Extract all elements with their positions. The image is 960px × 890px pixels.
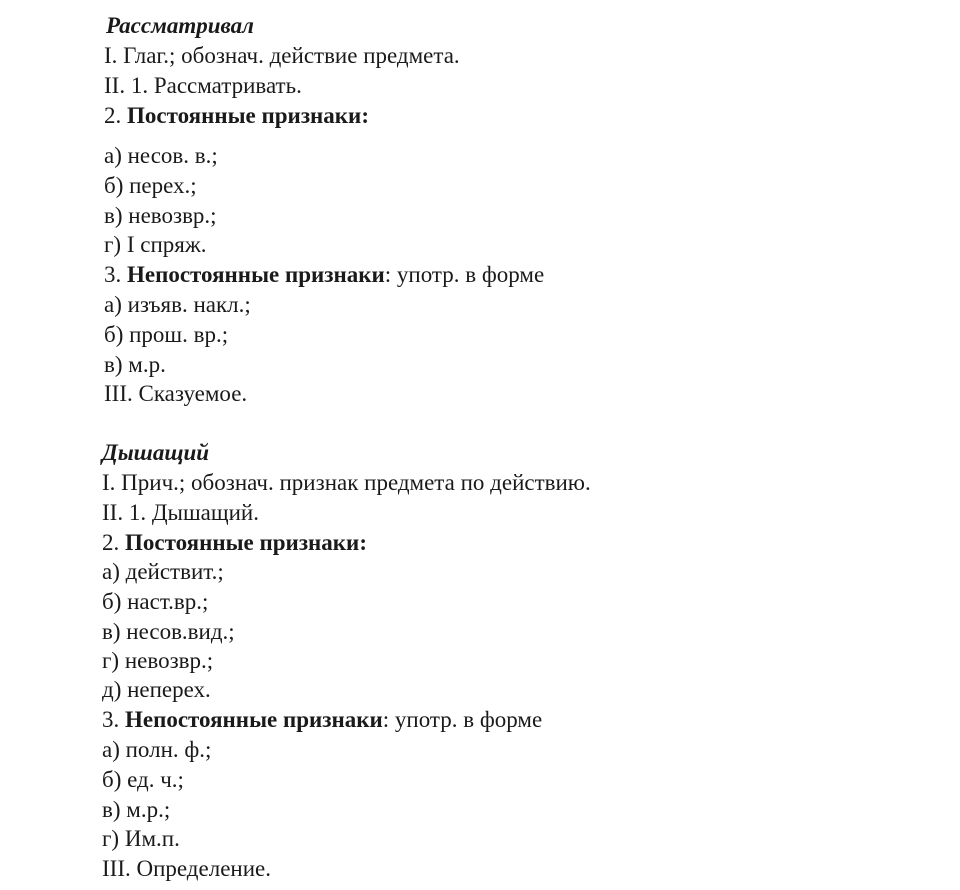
- text-line: а) полн. ф.;: [102, 737, 212, 762]
- text-line: г) невозвр.;: [102, 648, 214, 673]
- text-line: а) изъяв. накл.;: [104, 292, 251, 317]
- text-line: в) м.р.;: [102, 797, 171, 822]
- text-line: б) прош. вр.;: [104, 322, 229, 347]
- text-line: [102, 705, 542, 735]
- item-number: 3.: [104, 262, 127, 287]
- text-line: [104, 260, 544, 290]
- text-line: г) I спряж.: [104, 232, 207, 257]
- text-line: I. Прич.; обознач. признак предмета по действию.: [102, 470, 591, 495]
- section-title: Рассматривал: [106, 13, 254, 38]
- text-line: III. Сказуемое.: [104, 381, 248, 406]
- bold-label: Непостоянные признаки: [127, 262, 385, 287]
- text-line: III. Определение.: [102, 856, 271, 881]
- item-number: 2.: [104, 103, 127, 128]
- bold-label: Непостоянные признаки: [125, 707, 383, 732]
- text-line: б) ед. ч.;: [102, 767, 184, 792]
- section-title: Дышащий: [102, 440, 210, 465]
- item-number: 2.: [102, 530, 125, 555]
- bold-label: Постоянные признаки:: [127, 103, 369, 128]
- text-line: I. Глаг.; обознач. действие предмета.: [104, 43, 460, 68]
- text-line: в) м.р.: [104, 352, 166, 377]
- text-line: в) несов.вид.;: [102, 619, 235, 644]
- item-number: 3.: [102, 707, 125, 732]
- text-line: II. 1. Рассматривать.: [104, 73, 302, 98]
- text-line: [102, 528, 367, 558]
- text-line: [104, 101, 369, 131]
- text-line: а) действит.;: [102, 559, 224, 584]
- text-line: б) перех.;: [104, 173, 197, 198]
- text-line: б) наст.вр.;: [102, 589, 209, 614]
- text-line: II. 1. Дышащий.: [102, 500, 259, 525]
- line-rest: : употр. в форме: [384, 262, 545, 287]
- text-line: в) невозвр.;: [104, 203, 217, 228]
- text-line: а) несов. в.;: [104, 143, 218, 168]
- bold-label: Постоянные признаки:: [125, 530, 367, 555]
- line-rest: : употр. в форме: [382, 707, 543, 732]
- text-line: д) неперех.: [102, 677, 211, 702]
- text-line: г) Им.п.: [102, 826, 180, 851]
